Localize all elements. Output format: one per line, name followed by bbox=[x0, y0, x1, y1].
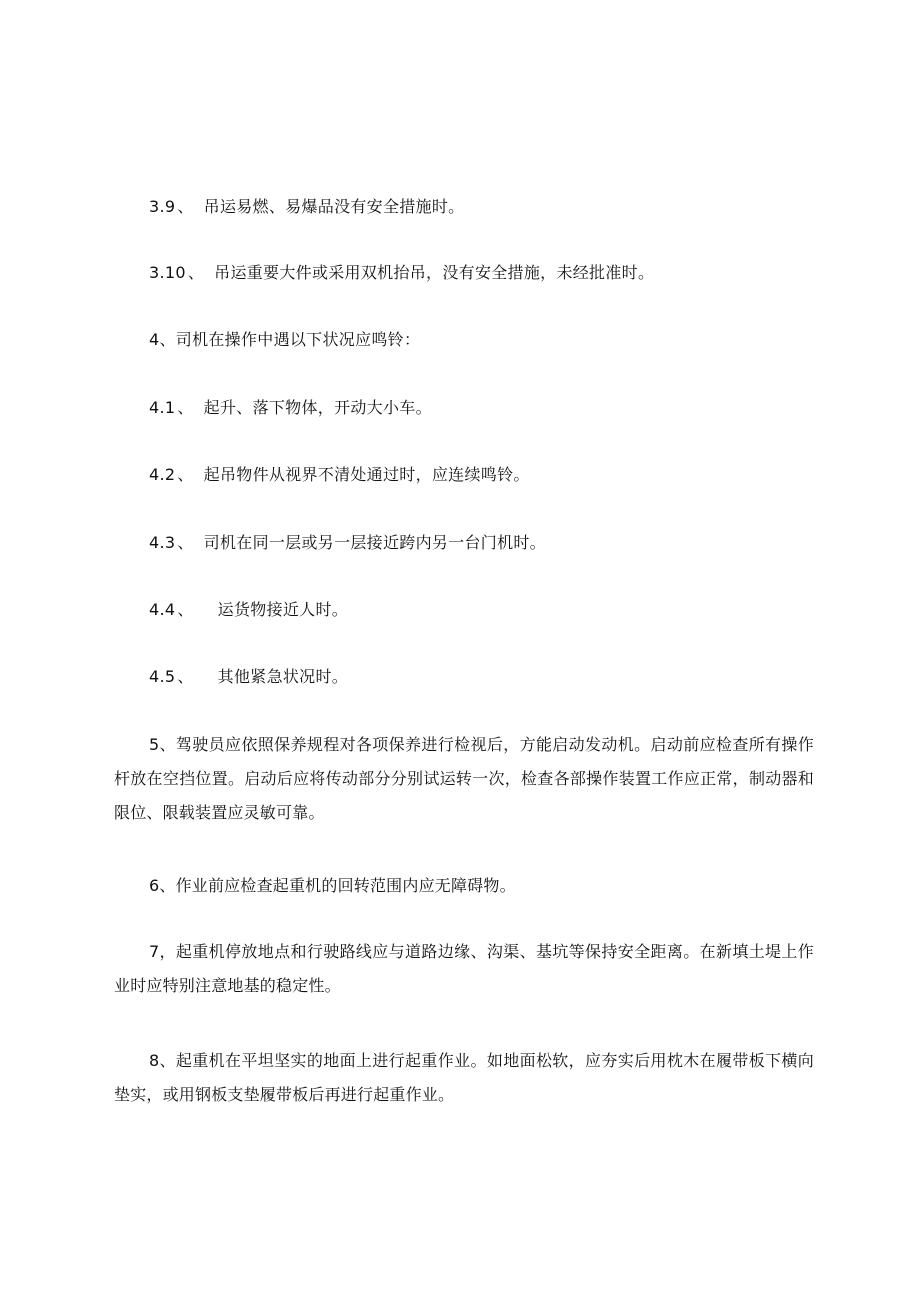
clause-separator: 、 bbox=[177, 600, 194, 619]
clause-separator: 、 bbox=[187, 263, 205, 282]
clause-number: 4.1 bbox=[149, 398, 176, 417]
paragraph-8: 8、起重机在平坦坚实的地面上进行起重作业。如地面松软，应夯实后用枕木在履带板下横向垫实，或用钢板支垫履带板后再进行起重作业。 bbox=[114, 1051, 814, 1104]
clause-3-10 bbox=[149, 263, 654, 283]
clause-number: 4.5 bbox=[149, 667, 176, 686]
clause-separator: 、 bbox=[177, 667, 194, 686]
paragraph-5: 5、驾驶员应依照保养规程对各项保养进行检视后，方能启动发动机。启动前应检查所有操作杆放在空挡位置。启动后应将传动部分分别试运转一次，检查各部操作装置工作应正常，制动器和限位、限载装置应灵敏可靠。 bbox=[114, 735, 814, 822]
clause-4-1 bbox=[149, 398, 432, 418]
clause-3-9 bbox=[149, 197, 464, 217]
section-4-heading bbox=[149, 330, 420, 350]
clause-text: 其他紧急状况时。 bbox=[217, 667, 349, 686]
clause-separator: 、 bbox=[177, 465, 194, 484]
section-heading-text: 4、司机在操作中遇以下状况应鸣铃： bbox=[149, 330, 421, 349]
clause-number: 3.9 bbox=[149, 197, 176, 216]
clause-number: 3.10 bbox=[149, 263, 186, 282]
clause-separator: 、 bbox=[177, 533, 194, 552]
clause-number: 4.3 bbox=[149, 533, 176, 552]
clause-text: 起升、落下物体，开动大小车。 bbox=[203, 398, 432, 417]
clause-separator: 、 bbox=[177, 197, 194, 216]
clause-text: 吊运重要大件或采用双机抬吊，没有安全措施，未经批准时。 bbox=[214, 263, 655, 282]
clause-text: 吊运易燃、易爆品没有安全措施时。 bbox=[203, 197, 465, 216]
clause-4-2 bbox=[149, 465, 530, 485]
clause-text: 运货物接近人时。 bbox=[217, 600, 349, 619]
clause-text: 司机在同一层或另一层接近跨内另一台门机时。 bbox=[203, 533, 546, 552]
clause-4-3 bbox=[149, 533, 546, 553]
clause-separator: 、 bbox=[177, 398, 194, 417]
clause-text: 起吊物件从视界不清处通过时，应连续鸣铃。 bbox=[203, 465, 530, 484]
clause-number: 4.4 bbox=[149, 600, 176, 619]
clause-4-4 bbox=[149, 600, 348, 620]
clause-number: 4.2 bbox=[149, 465, 176, 484]
paragraph-6: 6、作业前应检查起重机的回转范围内应无障碍物。 bbox=[149, 876, 516, 895]
clause-4-5 bbox=[149, 667, 348, 687]
paragraph-7: 7，起重机停放地点和行驶路线应与道路边缘、沟渠、基坑等保持安全距离。在新填土堤上作业时应特别注意地基的稳定性。 bbox=[114, 942, 814, 995]
